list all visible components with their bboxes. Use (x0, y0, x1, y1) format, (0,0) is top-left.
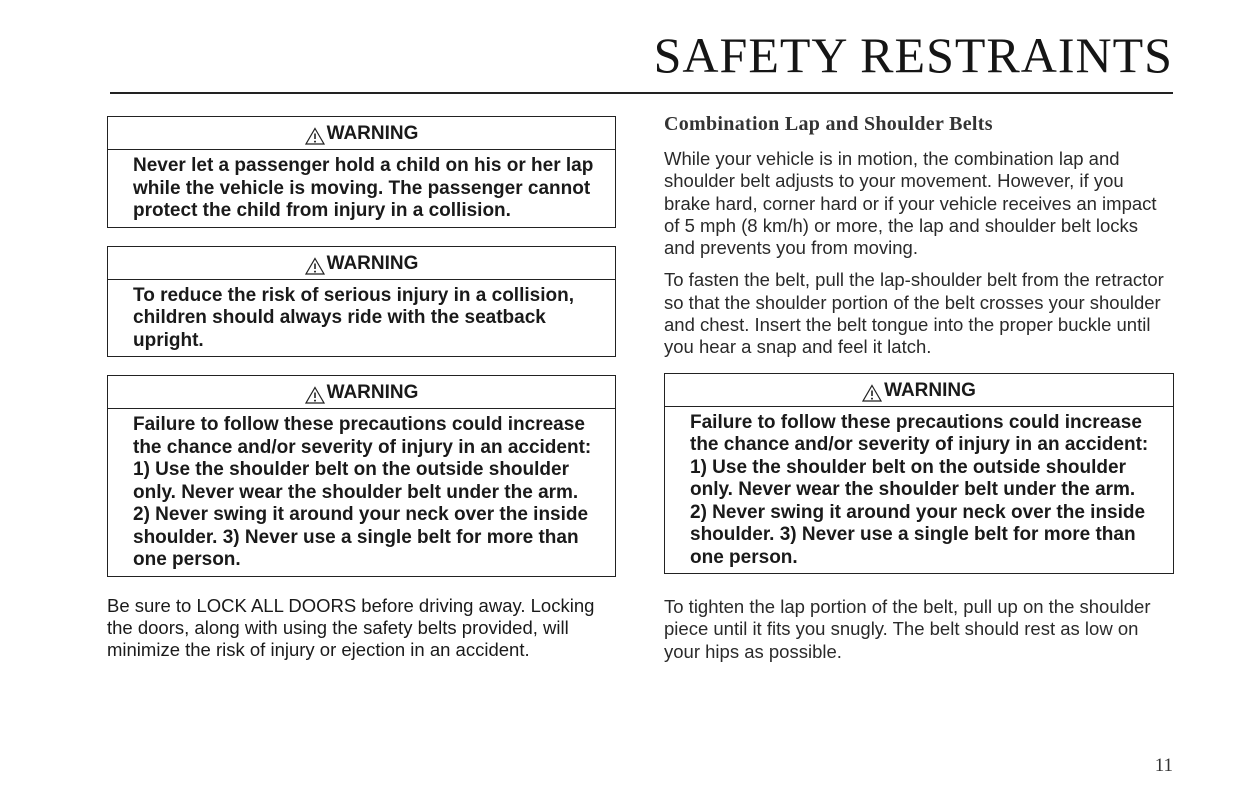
lock-doors-paragraph: Be sure to LOCK ALL DOORS before driving away. Locking the doors, along with using the safety belts provided, will minimize the risk of injury or ejection in an accident. (107, 594, 595, 661)
left-column (107, 116, 616, 671)
warning-box-belt-precautions-right (664, 373, 1174, 575)
warning-box-seatback (107, 246, 616, 358)
tighten-belt-paragraph: To tighten the lap portion of the belt, pull up on the shoulder piece until it fits you snugly. The belt should rest as low on your hips as possible. (664, 596, 1151, 662)
page-title: SAFETY RESTRAINTS (653, 27, 1173, 83)
warning-box-belt-precautions (107, 375, 616, 577)
warning-header (108, 247, 615, 280)
warning-label: WARNING (326, 382, 419, 403)
warning-header (108, 376, 615, 409)
warning-label: WARNING (884, 379, 976, 401)
warning-label: WARNING (326, 123, 419, 144)
warning-text: To reduce the risk of serious injury in a collision, children should always ride with the seatback upright. (133, 284, 574, 351)
warning-box-child-lap (107, 116, 616, 228)
warning-header (108, 117, 615, 150)
title-divider (110, 92, 1173, 94)
warning-triangle-icon (305, 386, 325, 404)
warning-text: Failure to follow these precautions could increase the chance and/or severity of injury in an accident: 1) Use the shoulder belt on the outside shoulder only. Never wear the shoulder belt under the arm. 2) Never swing it around your neck over the inside shoulder. 3) Never use a single belt for more than one person. (133, 414, 592, 570)
belt-motion-paragraph: While your vehicle is in motion, the combination lap and shoulder belt adjusts to your movement. However, if you brake hard, corner hard or if your vehicle receives an impact of 5 mph (8 km/h) or more, the lap and shoulder belt locks and prevents you from moving. (664, 148, 1157, 259)
warning-triangle-icon (862, 384, 882, 402)
warning-text: Failure to follow these precautions could increase the chance and/or severity of injury in an accident: 1) Use the shoulder belt on the outside shoulder only. Never wear the shoulder belt under the arm. 2) Never swing it around your neck over the inside shoulder. 3) Never use a single belt for more than one person. (690, 411, 1149, 568)
right-column (664, 113, 1174, 673)
warning-text: Never let a passenger hold a child on his or her lap while the vehicle is moving. The passenger cannot protect the child from injury in a collision. (133, 155, 594, 221)
warning-label: WARNING (326, 252, 419, 274)
warning-triangle-icon (305, 127, 325, 145)
page-number: 11 (1154, 755, 1173, 776)
fasten-belt-paragraph: To fasten the belt, pull the lap-shoulder belt from the retractor so that the shoulder portion of the belt crosses your shoulder and chest. Insert the belt tongue into the proper buckle until you hear a snap and feel it latch. (664, 269, 1164, 358)
warning-triangle-icon (305, 257, 325, 275)
section-heading: Combination Lap and Shoulder Belts (664, 113, 993, 135)
warning-header (665, 374, 1173, 407)
